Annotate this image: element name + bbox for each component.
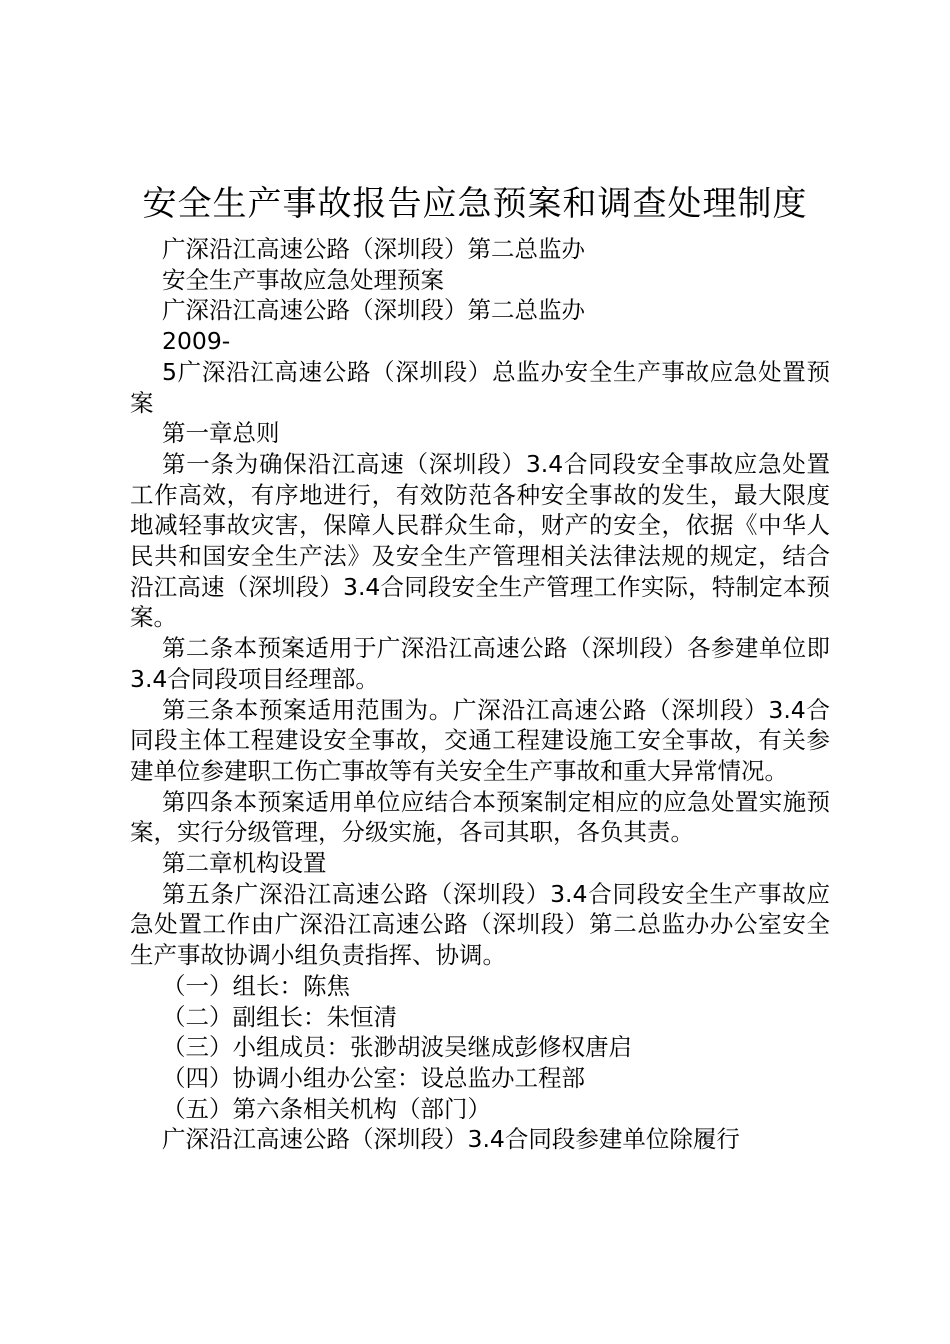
list-item: （三）小组成员：张渺胡波吴继成彭修权唐启 [162, 1033, 632, 1062]
list-item: （二）副组长：朱恒清 [162, 1002, 397, 1031]
document-title: 安全生产事故报告应急预案和调查处理制度 [142, 184, 808, 224]
chapter-heading: 第一章总则 [162, 419, 280, 448]
paragraph: 第四条本预案适用单位应结合本预案制定相应的应急处置实施预案，实行分级管理，分级实施，各司其职，各负其责。 [130, 787, 830, 847]
paragraph: 第三条本预案适用范围为。广深沿江高速公路（深圳段）3.4合同段主体工程建设安全事故，交通工程建设施工安全事故，有关参建单位参建职工伤亡事故等有关安全生产事故和重大异常情况。 [130, 695, 830, 785]
paragraph: 广深沿江高速公路（深圳段）第二总监办 [162, 296, 585, 325]
paragraph: 第五条广深沿江高速公路（深圳段）3.4合同段安全生产事故应急处置工作由广深沿江高速公路（深圳段）第二总监办办公室安全生产事故协调小组负责指挥、协调。 [130, 879, 830, 970]
chapter-heading: 第二章机构设置 [162, 849, 327, 878]
paragraph: 第二条本预案适用于广深沿江高速公路（深圳段）各参建单位即3.4合同段项目经理部。 [130, 634, 830, 693]
paragraph: 广深沿江高速公路（深圳段）3.4合同段参建单位除履行 [162, 1125, 740, 1154]
document-body [130, 234, 830, 1155]
paragraph: 5广深沿江高速公路（深圳段）总监办安全生产事故应急处置预案 [130, 357, 830, 417]
list-item: （四）协调小组办公室：设总监办工程部 [162, 1063, 585, 1092]
paragraph: 第一条为确保沿江高速（深圳段）3.4合同段安全事故应急处置工作高效，有序地进行，有效防范各种安全事故的发生，最大限度地减轻事故灾害，保障人民群众生命，财产的安全，依据《中华人民共和国安全生产法》及安全生产管理相关法律法规的规定，结合沿江高速（深圳段）3.4合同段安全生产管理工作实际，特制定本预案。 [130, 449, 830, 632]
paragraph: 2009- [162, 327, 231, 356]
list-item: （五）第六条相关机构（部门） [162, 1094, 491, 1123]
paragraph: 安全生产事故应急处理预案 [162, 265, 444, 294]
paragraph: 广深沿江高速公路（深圳段）第二总监办 [162, 235, 585, 263]
list-item: （一）组长：陈焦 [162, 971, 350, 1000]
